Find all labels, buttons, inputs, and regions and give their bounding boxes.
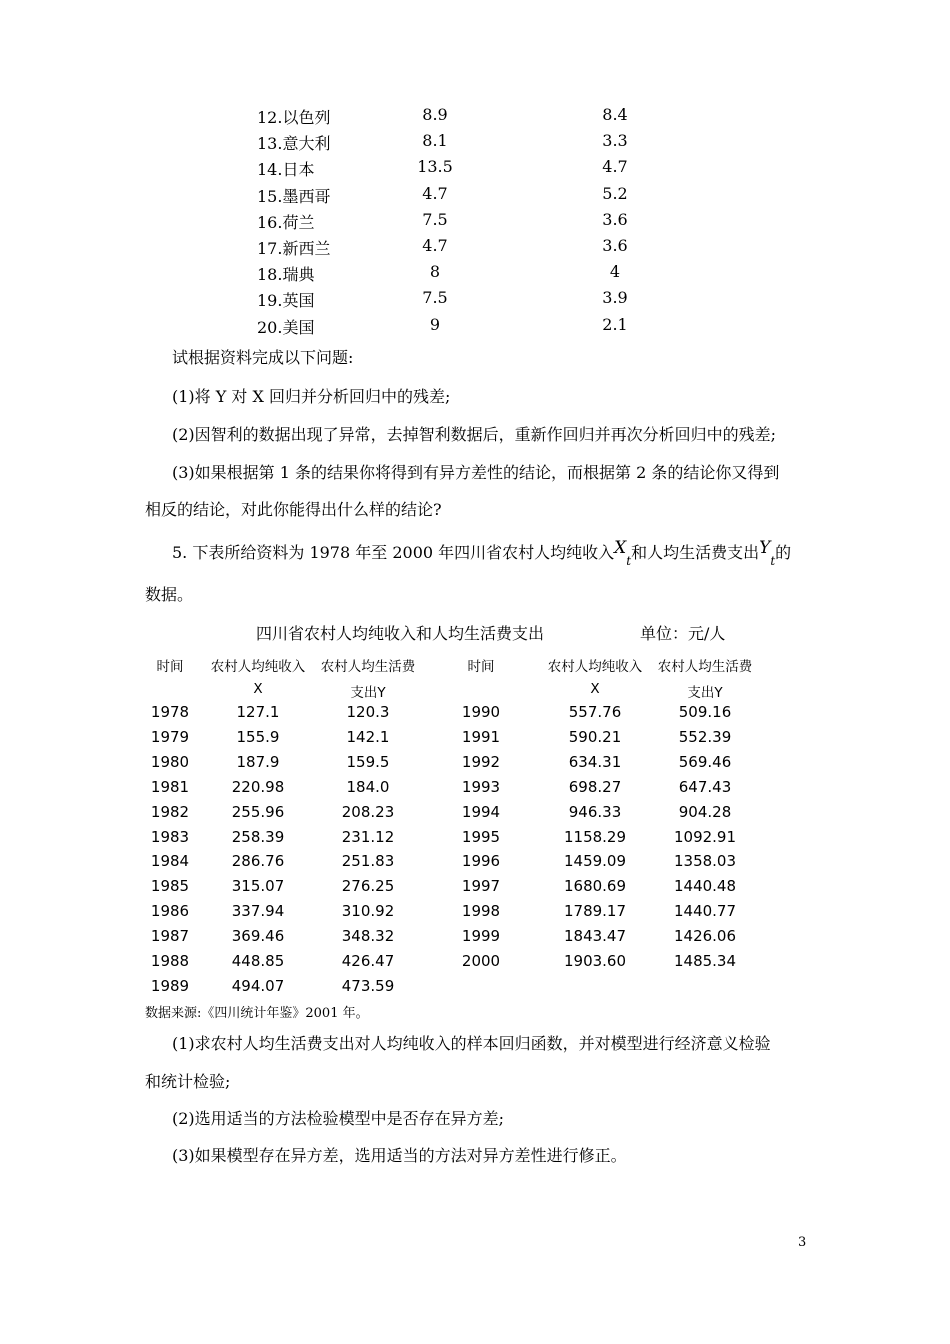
spend-cell: 276.25 [341,877,395,896]
income-cell: 286.76 [231,852,285,871]
year-cell: 1996 [461,852,501,871]
header-income-left: 农村人均纯收入 [210,659,306,675]
value-a-cell: 7.5 [422,209,448,229]
value-a-cell: 7.5 [422,288,448,308]
value-b-cell: 4.7 [602,157,628,177]
q4-item-1: (1)将 Y 对 X 回归并分析回归中的残差; [172,387,451,406]
header-spend-y-right: 支出Y [687,685,723,701]
income-cell: 337.94 [231,902,285,921]
income-cell: 1903.60 [563,952,627,970]
year-cell: 1995 [461,827,501,846]
header-income-right: 农村人均纯收入 [547,659,643,675]
income-cell: 946.33 [568,802,622,821]
income-cell: 127.1 [236,703,280,721]
spend-cell: 552.39 [678,727,732,746]
year-cell: 1993 [461,777,501,796]
year-cell: 1990 [461,703,501,721]
year-cell: 1999 [461,927,501,946]
country-cell: 13.意大利 [257,134,331,154]
income-cell: 1680.69 [563,877,627,896]
year-cell: 1991 [461,727,501,746]
year-cell: 1998 [461,902,501,921]
income-cell: 255.96 [231,802,285,821]
value-a-cell: 8 [429,262,441,282]
table-title: 四川省农村人均纯收入和人均生活费支出 [256,624,545,643]
spend-cell: 904.28 [678,802,732,821]
var-y: Y [759,538,771,558]
income-cell: 369.46 [231,927,285,946]
page-number: 3 [798,1235,807,1250]
table-unit: 单位：元/人 [640,624,726,643]
q5-item-1-cont: 和统计检验; [145,1072,231,1091]
value-b-cell: 2.1 [602,314,628,334]
country-cell: 17.新西兰 [257,239,331,258]
year-cell: 1981 [150,777,190,796]
q4-item-2: (2)因智利的数据出现了异常，去掉智利数据后，重新作回归并再次分析回归中的残差; [172,425,777,444]
spend-cell: 1485.34 [673,952,737,970]
spend-cell: 208.23 [341,802,395,821]
spend-cell: 120.3 [346,703,390,721]
q5-part1: 5. 下表所给资料为 1978 年至 2000 年四川省农村人均纯收入 [172,543,615,562]
spend-cell: 509.16 [678,703,732,721]
income-cell: 1459.09 [563,852,627,871]
value-b-cell: 3.9 [602,288,628,308]
spend-cell: 159.5 [346,752,390,771]
year-cell: 1979 [150,727,190,746]
header-income-x-right: X [590,681,600,697]
q5-item-3: (3)如果模型存在异方差，选用适当的方法对异方差性进行修正。 [172,1146,627,1165]
header-spend-y-left: 支出Y [350,685,386,701]
spend-cell: 1092.91 [673,827,737,846]
country-cell: 12.以色列 [257,108,331,127]
sub-t-y: t [770,554,776,568]
value-b-cell: 5.2 [602,183,628,203]
header-income-x-left: X [253,681,263,697]
year-cell: 1994 [461,802,501,821]
header-time-left: 时间 [156,659,184,675]
q5-intro-cont: 数据。 [145,585,194,604]
sub-t-x: t [626,554,632,568]
year-cell: 1982 [150,802,190,821]
income-cell: 448.85 [231,952,285,970]
year-cell: 1987 [150,927,190,946]
value-a-cell: 8.1 [422,131,448,151]
income-cell: 155.9 [236,727,280,746]
spend-cell: 426.47 [341,952,395,970]
country-cell: 14.日本 [257,160,315,180]
q4-item-3-cont: 相反的结论，对此你能得出什么样的结论? [145,500,442,519]
value-a-cell: 8.9 [422,105,448,124]
value-b-cell: 8.4 [602,105,628,124]
header-spend-left: 农村人均生活费 [320,659,416,675]
year-cell: 1983 [150,827,190,846]
spend-cell: 310.92 [341,902,395,921]
value-a-cell: 13.5 [417,157,453,177]
year-cell: 1986 [150,902,190,921]
country-cell: 16.荷兰 [257,212,315,232]
value-a-cell: 9 [429,314,441,334]
q5-part3: 的 [775,543,792,562]
spend-cell: 231.12 [341,827,395,846]
country-cell: 18.瑞典 [257,265,315,285]
spend-cell: 1440.48 [673,877,737,896]
country-cell: 19.英国 [257,291,315,311]
value-a-cell: 4.7 [422,236,448,255]
q4-item-3: (3)如果根据第 1 条的结果你将得到有异方差性的结论，而根据第 2 条的结论你又得到 [172,463,780,482]
year-cell: 1989 [150,976,190,995]
year-cell: 1992 [461,752,501,771]
year-cell: 1997 [461,877,501,896]
q5-intro [172,538,792,568]
year-cell: 1978 [150,703,190,721]
q5-part2: 和人均生活费支出 [631,543,760,562]
data-source: 数据来源:《四川统计年鉴》2001 年。 [145,1006,369,1021]
q5-item-1: (1)求农村人均生活费支出对人均纯收入的样本回归函数，并对模型进行经济意义检验 [172,1034,771,1053]
income-cell: 590.21 [568,727,622,746]
income-cell: 1158.29 [563,827,627,846]
spend-cell: 473.59 [341,976,395,995]
income-cell: 187.9 [236,752,280,771]
header-time-right: 时间 [467,659,495,675]
spend-cell: 1358.03 [673,852,737,871]
header-spend-right: 农村人均生活费 [657,659,753,675]
income-cell: 220.98 [231,777,285,796]
income-cell: 557.76 [568,703,622,721]
value-a-cell: 4.7 [422,183,448,203]
income-cell: 698.27 [568,777,622,796]
income-cell: 494.07 [231,976,285,995]
year-cell: 1988 [150,952,190,970]
income-cell: 1789.17 [563,902,627,921]
spend-cell: 1426.06 [673,927,737,946]
q4-intro: 试根据资料完成以下问题: [172,348,354,367]
spend-cell: 184.0 [346,777,390,796]
income-cell: 258.39 [231,827,285,846]
spend-cell: 251.83 [341,852,395,871]
value-b-cell: 4 [609,262,621,282]
var-x: X [614,538,627,558]
q5-item-2: (2)选用适当的方法检验模型中是否存在异方差; [172,1109,505,1128]
year-cell: 2000 [461,952,501,970]
spend-cell: 1440.77 [673,902,737,921]
year-cell: 1984 [150,852,190,871]
spend-cell: 647.43 [678,777,732,796]
income-cell: 1843.47 [563,927,627,946]
country-cell: 20.美国 [257,317,315,337]
country-cell: 15.墨西哥 [257,186,331,206]
year-cell: 1985 [150,877,190,896]
value-b-cell: 3.6 [602,209,628,229]
spend-cell: 142.1 [346,727,390,746]
spend-cell: 348.32 [341,927,395,946]
value-b-cell: 3.6 [602,236,628,255]
spend-cell: 569.46 [678,752,732,771]
income-cell: 634.31 [568,752,622,771]
value-b-cell: 3.3 [602,131,628,151]
income-cell: 315.07 [231,877,285,896]
year-cell: 1980 [150,752,190,771]
